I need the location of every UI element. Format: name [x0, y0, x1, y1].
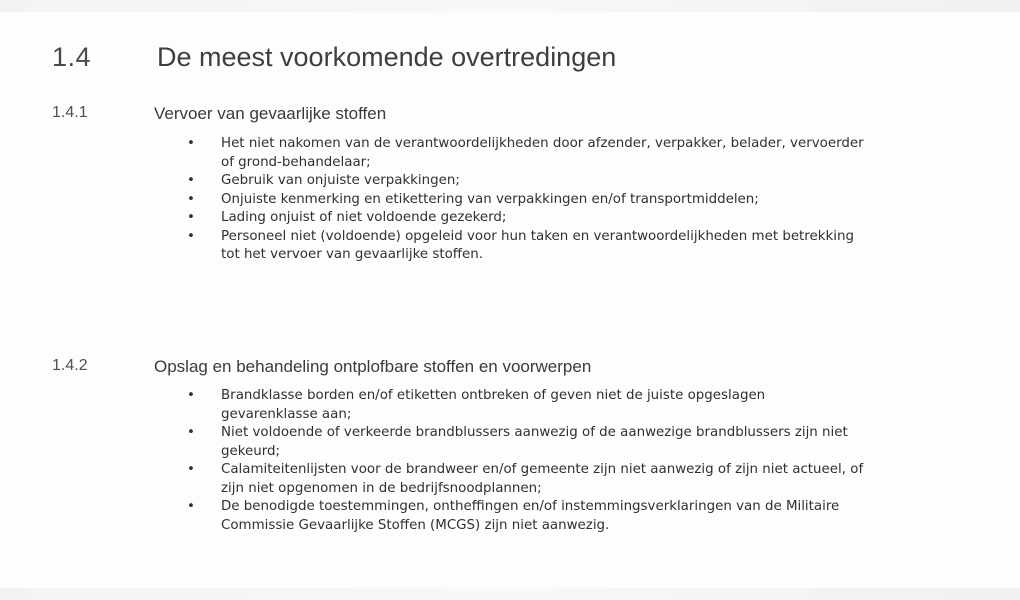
- bullet-icon: •: [187, 136, 195, 151]
- bullet-icon: •: [187, 388, 195, 403]
- subsection-title: Vervoer van gevaarlijke stoffen: [154, 104, 387, 123]
- bullet-list: [186, 135, 866, 265]
- bullet-icon: •: [187, 191, 195, 207]
- bullet-icon: •: [187, 228, 195, 244]
- bullet-icon: •: [187, 210, 195, 225]
- bottom-bleed-through: [0, 588, 1020, 600]
- bullet-icon: •: [187, 173, 195, 188]
- subsection-number: 1.4.2: [52, 357, 88, 374]
- list-item: • De benodigde toestemmingen, ontheffingen en/of instemmingsverklaringen van de Militaire Commissie Gevaarlijke Stoffen (MCGS) zijn niet aanwezig.: [187, 499, 840, 533]
- bullet-icon: •: [187, 462, 195, 477]
- list-item: • Niet voldoende of verkeerde brandblussers aanwezig of de aanwezige brandblussers zijn niet gekeurd;: [187, 425, 848, 459]
- list-item: • Onjuiste kenmerking en etikettering van verpakkingen en/of transportmiddelen;: [186, 191, 866, 210]
- list-item: • Brandklasse borden en/of etiketten ontbreken of geven niet de juiste opgeslagen gevarenklasse aan;: [187, 388, 766, 422]
- subsection-number: 1.4.1: [52, 104, 88, 121]
- list-item: • Lading onjuist of niet voldoende gezekerd;: [186, 209, 866, 228]
- subsection-title: Opslag en behandeling ontplofbare stoffen en voorwerpen: [154, 357, 592, 376]
- list-item: • Personeel niet (voldoende) opgeleid voor hun taken en verantwoordelijkheden met betrekking tot het vervoer van gevaarlijke stoffen.: [187, 228, 854, 262]
- list-item: • Het niet nakomen van de verantwoordelijkheden door afzender, verpakker, belader, vervoerder of grond-behandelaar;: [187, 136, 864, 170]
- section-number: 1.4: [52, 42, 92, 72]
- list-item: • Gebruik van onjuiste verpakkingen;: [186, 172, 866, 191]
- bullet-icon: •: [187, 499, 195, 514]
- top-bleed-through: [0, 0, 1020, 12]
- bullet-list: [186, 387, 866, 535]
- bullet-icon: •: [187, 425, 195, 440]
- list-item: • Calamiteitenlijsten voor de brandweer en/of gemeente zijn niet aanwezig of zijn niet actueel, of zijn niet opgenomen in de bedrijfsnoodplannen;: [187, 462, 864, 496]
- section-title: De meest voorkomende overtredingen: [157, 42, 617, 72]
